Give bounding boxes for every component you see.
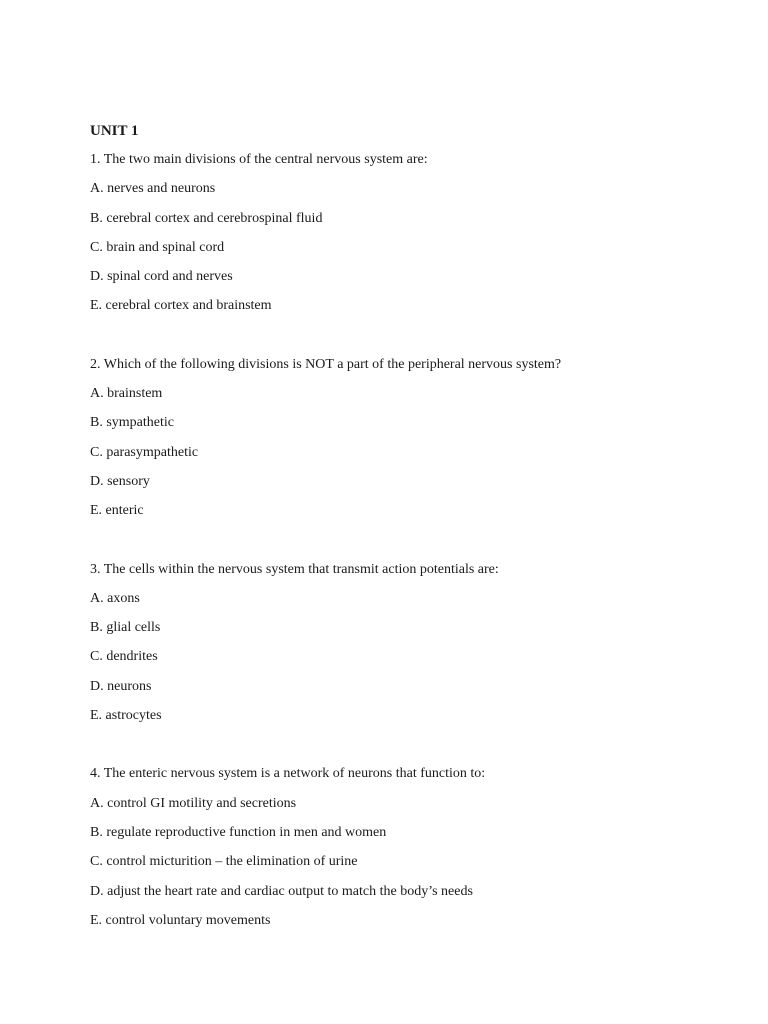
answer-option: E. cerebral cortex and brainstem — [90, 298, 272, 314]
question-prompt: 1. The two main divisions of the central nervous system are: — [90, 152, 428, 167]
question-4 — [90, 765, 730, 941]
answer-option: C. parasympathetic — [90, 444, 199, 460]
question-3 — [90, 561, 730, 737]
answer-option: C. dendrites — [90, 649, 158, 665]
question-1 — [90, 151, 730, 327]
document-page — [90, 122, 730, 941]
answer-option: A. control GI motility and secretions — [90, 795, 297, 811]
answer-option: A. axons — [90, 590, 140, 606]
answer-option: B. regulate reproductive function in men and women — [90, 824, 387, 840]
answer-option: D. adjust the heart rate and cardiac output to match the body’s needs — [90, 883, 473, 899]
question-2 — [90, 356, 730, 532]
answer-option: B. sympathetic — [90, 415, 174, 431]
answer-option: B. cerebral cortex and cerebrospinal fluid — [90, 210, 323, 226]
question-prompt: 2. Which of the following divisions is NOT a part of the peripheral nervous system? — [90, 356, 562, 372]
answer-option: E. control voluntary movements — [90, 912, 271, 928]
answer-option: C. brain and spinal cord — [90, 239, 225, 255]
answer-option: C. control micturition – the elimination of urine — [90, 854, 358, 870]
answer-option: A. brainstem — [90, 386, 163, 402]
answer-option: B. glial cells — [90, 620, 161, 636]
answer-option: D. spinal cord and nerves — [90, 269, 233, 285]
question-prompt: 4. The enteric nervous system is a network of neurons that function to: — [90, 766, 486, 782]
answer-option: D. neurons — [90, 678, 152, 694]
unit-title: UNIT 1 — [90, 123, 139, 139]
answer-option: A. nerves and neurons — [90, 181, 216, 197]
answer-option: E. enteric — [90, 503, 144, 519]
answer-option: E. astrocytes — [90, 708, 162, 724]
question-prompt: 3. The cells within the nervous system that transmit action potentials are: — [90, 561, 499, 577]
answer-option: D. sensory — [90, 473, 150, 489]
